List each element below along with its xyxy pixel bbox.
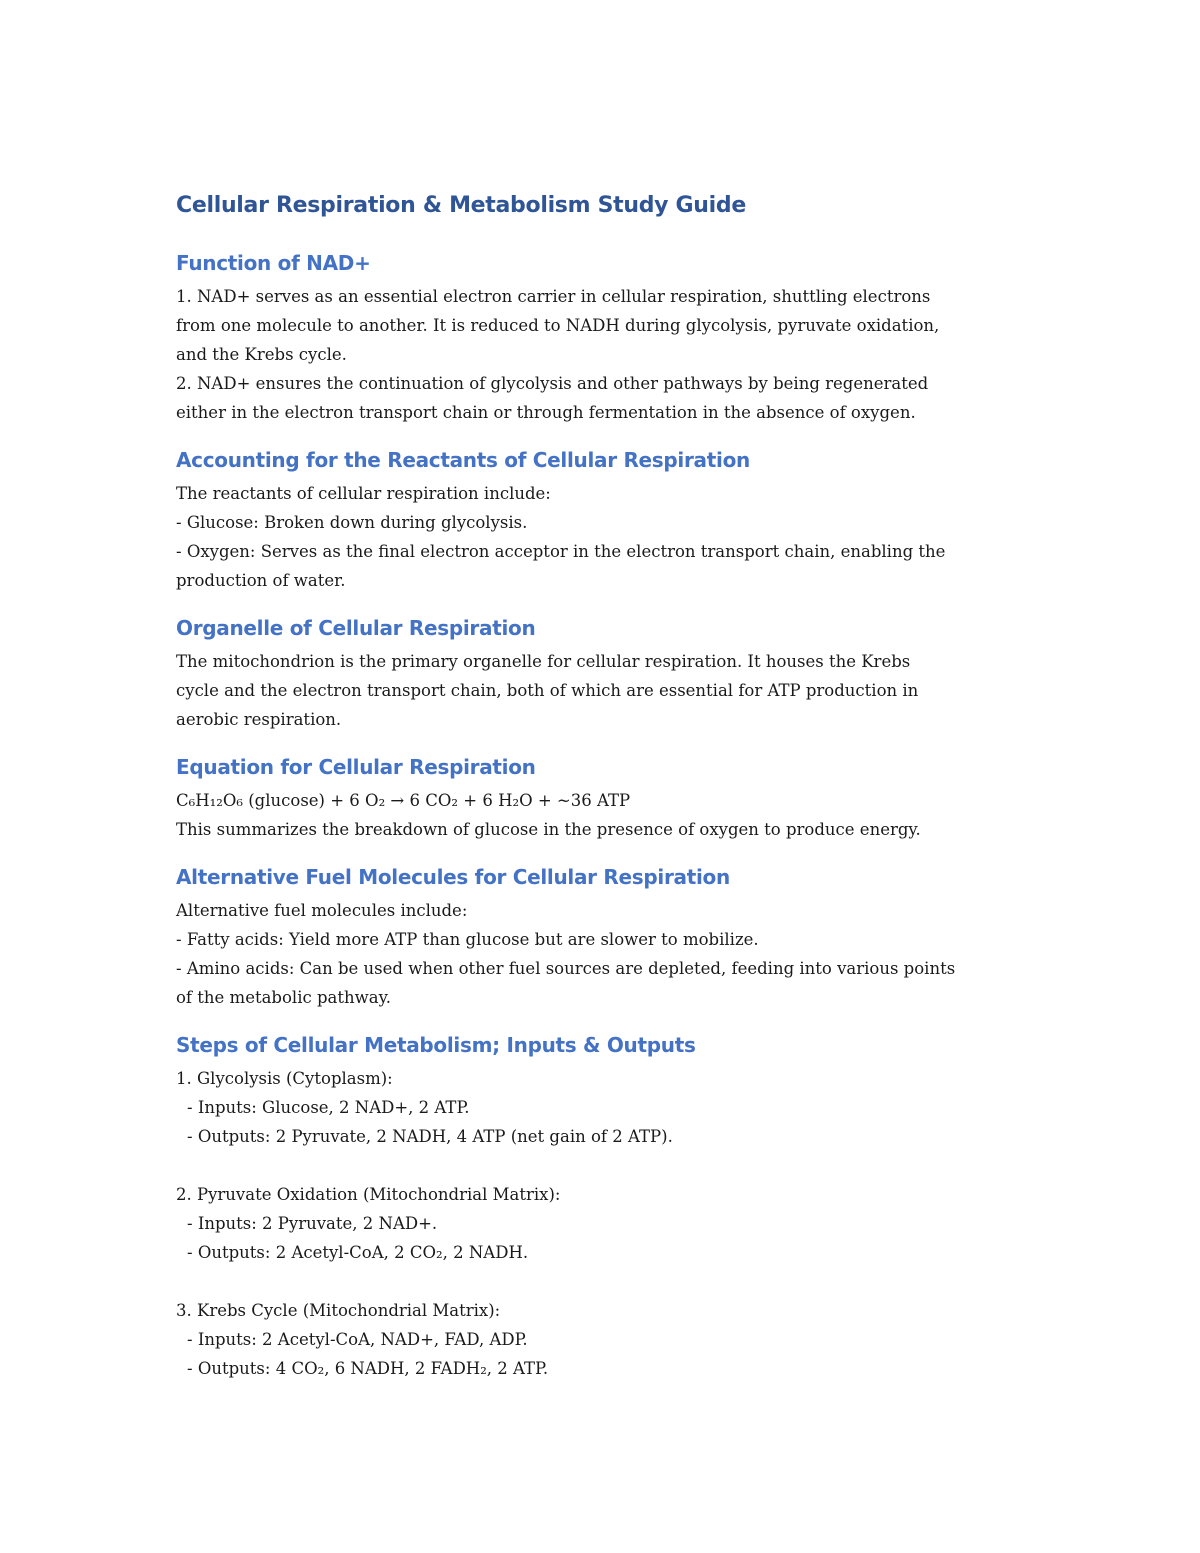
blank-line [176, 1267, 1036, 1296]
section-heading: Equation for Cellular Respiration [176, 755, 536, 779]
blank-line [176, 1151, 1036, 1180]
step-name: 1. Glycolysis (Cytoplasm): [176, 1069, 393, 1088]
paragraph-line: cycle and the electron transport chain, both of which are essential for ATP production in [176, 681, 919, 700]
chemical-equation: C₆H₁₂O₆ (glucose) + 6 O₂ → 6 CO₂ + 6 H₂O + ~36 ATP [176, 791, 631, 810]
section-heading: Alternative Fuel Molecules for Cellular Respiration [176, 865, 730, 889]
paragraph-line: and the Krebs cycle. [176, 345, 347, 364]
step-name: 2. Pyruvate Oxidation (Mitochondrial Matrix): [176, 1185, 561, 1204]
section-heading: Function of NAD+ [176, 251, 371, 275]
document-title: Cellular Respiration & Metabolism Study Guide [176, 193, 746, 218]
section-reactants [176, 445, 1036, 595]
step-inputs: - Inputs: Glucose, 2 NAD+, 2 ATP. [187, 1098, 470, 1117]
paragraph-line: from one molecule to another. It is reduced to NADH during glycolysis, pyruvate oxidation, [176, 316, 940, 335]
paragraph-line: The mitochondrion is the primary organelle for cellular respiration. It houses the Krebs [176, 652, 911, 671]
paragraph-line: aerobic respiration. [176, 710, 342, 729]
section-metabolism-steps [176, 1030, 1036, 1383]
step-outputs: - Outputs: 4 CO₂, 6 NADH, 2 FADH₂, 2 ATP. [187, 1359, 549, 1378]
step-inputs: - Inputs: 2 Pyruvate, 2 NAD+. [187, 1214, 438, 1233]
paragraph-line: The reactants of cellular respiration include: [176, 484, 551, 503]
paragraph-line: This summarizes the breakdown of glucose in the presence of oxygen to produce energy. [176, 820, 921, 839]
list-item: - Fatty acids: Yield more ATP than glucose but are slower to mobilize. [176, 930, 759, 949]
paragraph-line: of the metabolic pathway. [176, 988, 391, 1007]
section-heading: Accounting for the Reactants of Cellular Respiration [176, 448, 750, 472]
step-inputs: - Inputs: 2 Acetyl-CoA, NAD+, FAD, ADP. [187, 1330, 528, 1349]
list-item: - Glucose: Broken down during glycolysis. [176, 513, 528, 532]
step-outputs: - Outputs: 2 Pyruvate, 2 NADH, 4 ATP (net gain of 2 ATP). [187, 1127, 673, 1146]
section-organelle [176, 613, 1036, 734]
step-outputs: - Outputs: 2 Acetyl-CoA, 2 CO₂, 2 NADH. [187, 1243, 529, 1262]
paragraph-line: production of water. [176, 571, 346, 590]
step-name: 3. Krebs Cycle (Mitochondrial Matrix): [176, 1301, 501, 1320]
section-nad-function [176, 248, 1036, 427]
section-alternative-fuels [176, 862, 1036, 1012]
paragraph-line: either in the electron transport chain or through fermentation in the absence of oxygen. [176, 403, 916, 422]
list-item: - Oxygen: Serves as the final electron acceptor in the electron transport chain, enabling the [176, 542, 946, 561]
list-item: - Amino acids: Can be used when other fuel sources are depleted, feeding into various points [176, 959, 956, 978]
paragraph-line: Alternative fuel molecules include: [176, 901, 468, 920]
document-body [176, 190, 1036, 1401]
section-heading: Steps of Cellular Metabolism; Inputs & Outputs [176, 1033, 696, 1057]
paragraph-line: 2. NAD+ ensures the continuation of glycolysis and other pathways by being regenerated [176, 374, 929, 393]
section-equation [176, 752, 1036, 844]
paragraph-line: 1. NAD+ serves as an essential electron carrier in cellular respiration, shuttling electrons [176, 287, 931, 306]
section-heading: Organelle of Cellular Respiration [176, 616, 536, 640]
